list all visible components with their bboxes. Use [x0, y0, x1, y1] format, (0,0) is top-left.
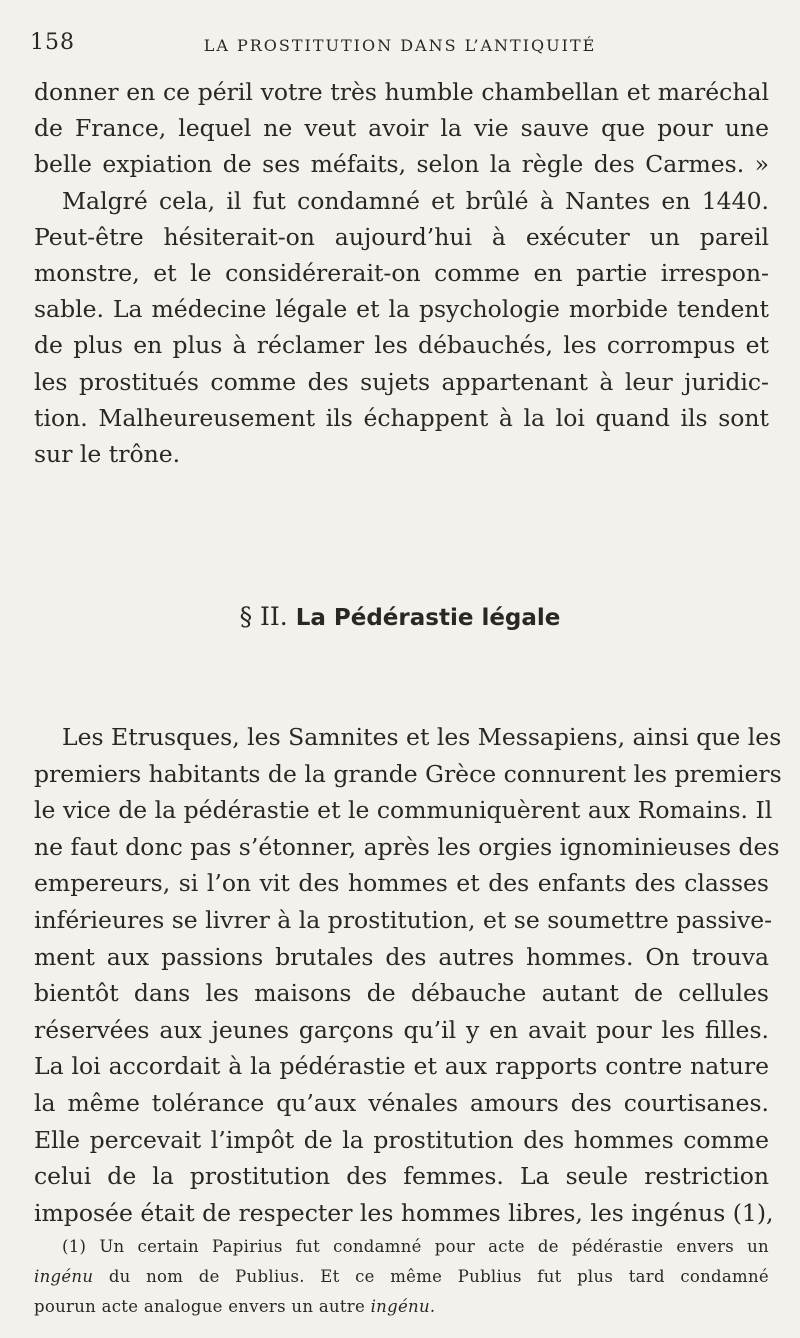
- footnote-text: pourun acte analogue envers un autre: [34, 1297, 371, 1316]
- text-line: inférieures se livrer à la prostitution, et se soumettre passive-: [34, 905, 773, 934]
- text-line: la même tolérance qu’aux vénales amours des courtisanes.: [34, 1088, 769, 1117]
- text-line: donner en ce péril votre très humble chambellan et maréchal: [34, 78, 769, 106]
- section-title: La Pédérastie légale: [295, 605, 561, 631]
- text-line: tion. Malheureusement ils échappent à la loi quand ils sont: [34, 403, 769, 432]
- footnote-text: du nom de Publius. Et ce même Publius fut plus tard condamné: [93, 1267, 769, 1286]
- footnote: [34, 1232, 769, 1322]
- text-line: sable. La médecine légale et la psychologie morbide tendent: [34, 295, 769, 324]
- footnote-italic: ingénu.: [370, 1297, 436, 1316]
- text-line: sur le trône.: [34, 440, 181, 469]
- text-line: Peut-être hésiterait-on aujourd’hui à exécuter un pareil: [34, 222, 769, 251]
- text-line: réservées aux jeunes garçons qu’il y en avait pour les filles.: [34, 1015, 769, 1044]
- paragraph-2: [34, 719, 782, 1231]
- text-line: celui de la prostitution des femmes. La seule restriction: [34, 1162, 769, 1191]
- text-line: les prostitués comme des sujets appartenant à leur juridic-: [34, 367, 769, 396]
- text-line: La loi accordait à la pédérastie et aux rapports contre nature: [34, 1052, 769, 1081]
- text-line: ne faut donc pas s’étonner, après les orgies ignominieuses des: [34, 832, 780, 861]
- paragraph-1: [34, 74, 769, 472]
- running-head: [30, 30, 770, 60]
- text-line: premiers habitants de la grande Grèce connurent les premiers: [34, 759, 782, 788]
- footnote-line: (1) Un certain Papirius fut condamné pour acte de pédérastie envers un: [62, 1237, 769, 1256]
- text-line: Elle percevait l’impôt de la prostitution des hommes comme: [34, 1125, 769, 1154]
- text-line: bientôt dans les maisons de débauche autant de cellules: [34, 979, 769, 1008]
- text-line: de plus en plus à réclamer les débauchés, les corrompus et: [34, 331, 769, 360]
- text-line: belle expiation de ses méfaits, selon la règle des Carmes. »: [34, 150, 769, 179]
- footnote-italic: ingénu: [34, 1267, 94, 1286]
- text-line: de France, lequel ne veut avoir la vie sauve que pour une: [34, 114, 769, 143]
- page-number: 158: [30, 30, 75, 55]
- text-line: imposée était de respecter les hommes libres, les ingénus (1),: [34, 1198, 774, 1227]
- footnote-line: [34, 1292, 769, 1322]
- running-title: LA PROSTITUTION DANS L’ANTIQUITÉ: [203, 36, 597, 55]
- section-heading: [0, 602, 800, 631]
- text-line: Malgré cela, il fut condamné et brûlé à Nantes en 1440.: [62, 186, 769, 215]
- text-line: ment aux passions brutales des autres hommes. On trouva: [34, 942, 769, 971]
- text-line: empereurs, si l’on vit des hommes et des enfants des classes: [34, 869, 769, 898]
- section-number: § II.: [239, 602, 288, 631]
- text-line: monstre, et le considérerait-on comme en partie irrespon-: [34, 259, 769, 288]
- text-line: le vice de la pédérastie et le communiquèrent aux Romains. Il: [34, 796, 773, 825]
- text-line: Les Etrusques, les Samnites et les Messapiens, ainsi que les: [62, 723, 782, 751]
- footnote-line: [34, 1262, 769, 1292]
